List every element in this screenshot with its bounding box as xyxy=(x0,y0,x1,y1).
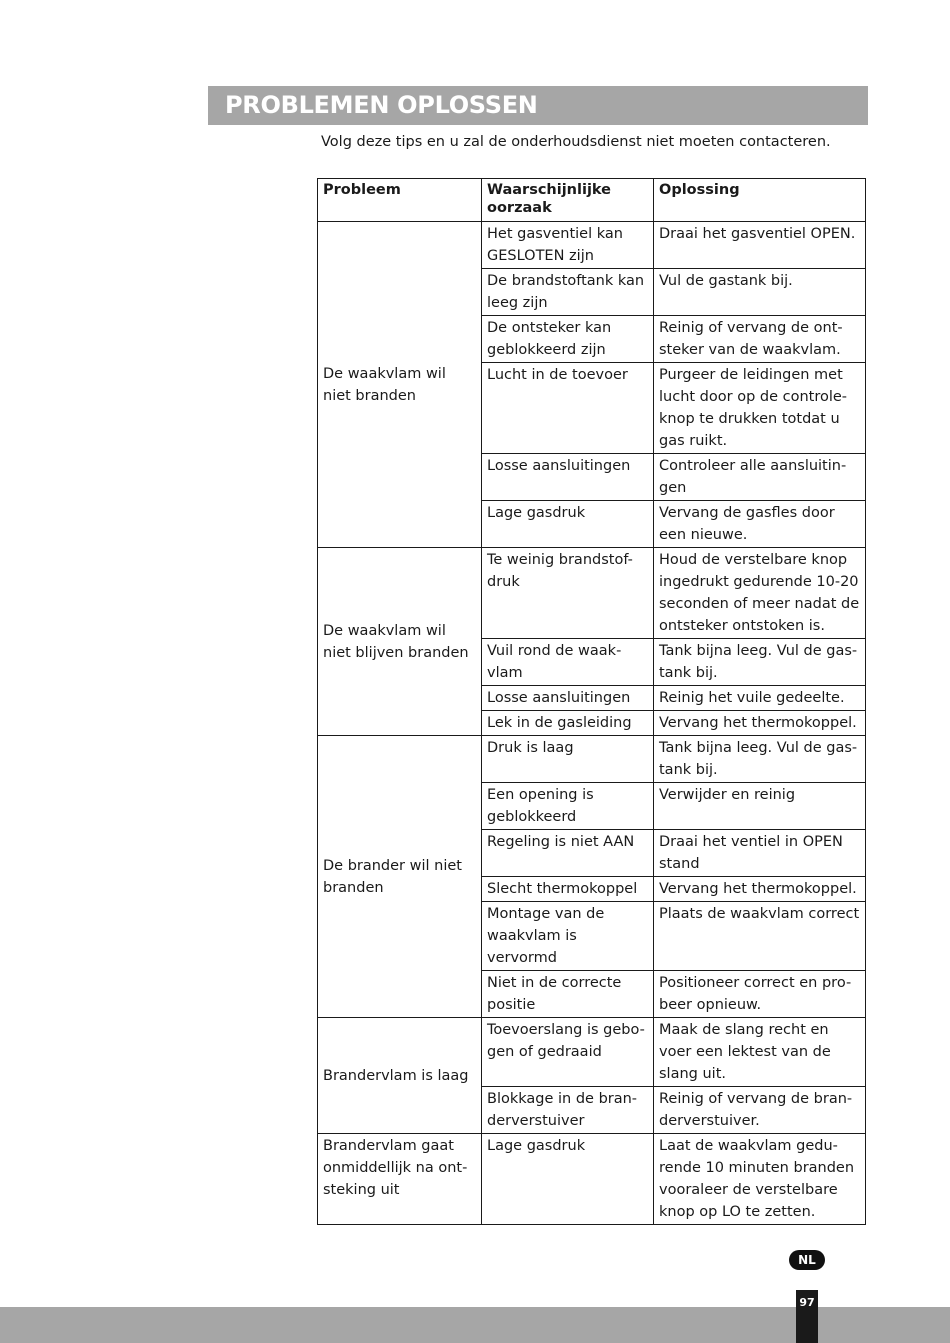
solution-cell: Tank bijna leeg. Vul de gas-tank bij. xyxy=(654,736,866,783)
cause-cell: De brandstoftank kan leeg zijn xyxy=(482,269,654,316)
problem-cell: De waakvlam wil niet branden xyxy=(318,222,482,548)
cause-cell: Niet in de correcte positie xyxy=(482,971,654,1018)
solution-cell: Maak de slang recht en voer een lektest van de slang uit. xyxy=(654,1018,866,1087)
solution-cell: Controleer alle aansluitin-gen xyxy=(654,454,866,501)
cause-cell: Druk is laag xyxy=(482,736,654,783)
problem-cell: Brandervlam gaat onmiddellijk na ont-steking uit xyxy=(318,1134,482,1225)
cause-cell: Montage van de waakvlam is vervormd xyxy=(482,902,654,971)
cause-cell: Een opening is geblokkeerd xyxy=(482,783,654,830)
cause-cell: Losse aansluitingen xyxy=(482,454,654,501)
cause-cell: Te weinig brandstof-druk xyxy=(482,548,654,639)
table-row xyxy=(318,1018,866,1087)
page-number: 97 xyxy=(796,1290,818,1343)
cause-cell: Lek in de gasleiding xyxy=(482,711,654,736)
cause-cell: Blokkage in de bran-derverstuiver xyxy=(482,1087,654,1134)
solution-cell: Reinig of vervang de ont-steker van de waakvlam. xyxy=(654,316,866,363)
table-row xyxy=(318,1134,866,1225)
problem-cell: De brander wil niet branden xyxy=(318,736,482,1018)
solution-cell: Plaats de waakvlam correct xyxy=(654,902,866,971)
cause-cell: Regeling is niet AAN xyxy=(482,830,654,877)
intro-text: Volg deze tips en u zal de onderhoudsdienst niet moeten contacteren. xyxy=(321,134,831,150)
cause-cell: Toevoerslang is gebo-gen of gedraaid xyxy=(482,1018,654,1087)
cause-cell: Lucht in de toevoer xyxy=(482,363,654,454)
cause-cell: De ontsteker kan geblokkeerd zijn xyxy=(482,316,654,363)
cause-cell: Lage gasdruk xyxy=(482,1134,654,1225)
problem-cell: Brandervlam is laag xyxy=(318,1018,482,1134)
solution-cell: Tank bijna leeg. Vul de gas-tank bij. xyxy=(654,639,866,686)
troubleshooting-table xyxy=(317,178,866,1225)
cause-cell: Het gasventiel kan GESLOTEN zijn xyxy=(482,222,654,269)
solution-cell: Reinig of vervang de bran-derverstuiver. xyxy=(654,1087,866,1134)
solution-cell: Reinig het vuile gedeelte. xyxy=(654,686,866,711)
cause-cell: Losse aansluitingen xyxy=(482,686,654,711)
solution-cell: Houd de verstelbare knop ingedrukt gedurende 10-20 seconden of meer nadat de ontsteker ontstoken is. xyxy=(654,548,866,639)
title-bar xyxy=(208,86,868,125)
solution-cell: Draai het gasventiel OPEN. xyxy=(654,222,866,269)
table-header-row xyxy=(318,179,866,222)
header-solution: Oplossing xyxy=(654,179,866,222)
solution-cell: Vervang de gasfles door een nieuwe. xyxy=(654,501,866,548)
solution-cell: Laat de waakvlam gedu-rende 10 minuten branden vooraleer de verstelbare knop op LO te zetten. xyxy=(654,1134,866,1225)
header-problem: Probleem xyxy=(318,179,482,222)
table-row xyxy=(318,548,866,639)
page-title: PROBLEMEN OPLOSSEN xyxy=(225,91,538,119)
solution-cell: Positioneer correct en pro-beer opnieuw. xyxy=(654,971,866,1018)
table-row xyxy=(318,222,866,269)
solution-cell: Vervang het thermokoppel. xyxy=(654,877,866,902)
cause-cell: Slecht thermokoppel xyxy=(482,877,654,902)
header-cause: Waarschijnlijke oorzaak xyxy=(482,179,654,222)
language-badge: NL xyxy=(789,1250,825,1270)
solution-cell: Vul de gastank bij. xyxy=(654,269,866,316)
solution-cell: Vervang het thermokoppel. xyxy=(654,711,866,736)
cause-cell: Lage gasdruk xyxy=(482,501,654,548)
solution-cell: Draai het ventiel in OPEN stand xyxy=(654,830,866,877)
solution-cell: Purgeer de leidingen met lucht door op de controle-knop te drukken totdat u gas ruikt. xyxy=(654,363,866,454)
table-row xyxy=(318,736,866,783)
problem-cell: De waakvlam wil niet blijven branden xyxy=(318,548,482,736)
solution-cell: Verwijder en reinig xyxy=(654,783,866,830)
cause-cell: Vuil rond de waak-vlam xyxy=(482,639,654,686)
